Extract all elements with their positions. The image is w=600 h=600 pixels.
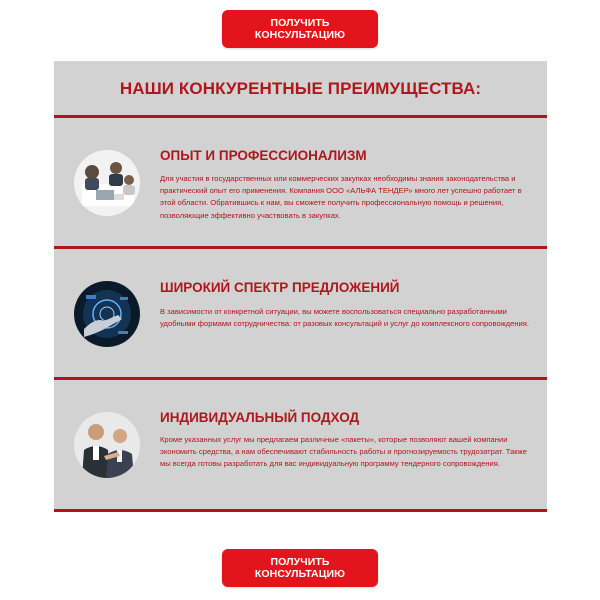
feature-title: ОПЫТ И ПРОФЕССИОНАЛИЗМ	[160, 148, 367, 163]
feature-description: Кроме указанных услуг мы предлагаем различные «пакеты», которые позволяют вашей компании экономить средства, а нам обеспечивают стабильность работы и прогнозируемость трудозатрат. Также мы всегда готовы разработать для вас индивидуальную программу тендерного сопровождения.	[160, 435, 527, 469]
divider	[54, 509, 547, 512]
feature-experience	[54, 118, 547, 246]
feature-title: ШИРОКИЙ СПЕКТР ПРЕДЛОЖЕНИЙ	[160, 280, 400, 295]
feature-individual	[54, 380, 547, 509]
feature-description: Для участия в государственных или коммерческих закупках необходимы знания законодательства и практический опыт его применения. Компания ООО «АЛЬФА ТЕНДЕР» много лет успешно работает в этой области. Обратившись к нам, вы сможете получить профессиональную помощь и решения, позволяющие эффективно участвовать в закупках.	[160, 174, 522, 220]
digital-hand-photo	[74, 281, 140, 347]
businessmen-discussion-photo	[74, 412, 140, 478]
feature-description: В зависимости от конкретной ситуации, вы можете воспользоваться специально разработанными удобными формами сотрудничества: от разовых консультаций и услуг до комплексного сопровождения.	[160, 307, 529, 329]
get-consultation-button-bottom[interactable]: ПОЛУЧИТЬ КОНСУЛЬТАЦИЮ	[222, 549, 378, 587]
section-heading: НАШИ КОНКУРЕНТНЫЕ ПРЕИМУЩЕСТВА:	[119, 79, 482, 98]
business-meeting-photo	[74, 150, 140, 216]
feature-range	[54, 249, 547, 377]
advantages-panel	[54, 61, 547, 512]
feature-title: ИНДИВИДУАЛЬНЫЙ ПОДХОД	[160, 410, 360, 425]
get-consultation-button-top[interactable]: ПОЛУЧИТЬ КОНСУЛЬТАЦИЮ	[222, 10, 378, 48]
